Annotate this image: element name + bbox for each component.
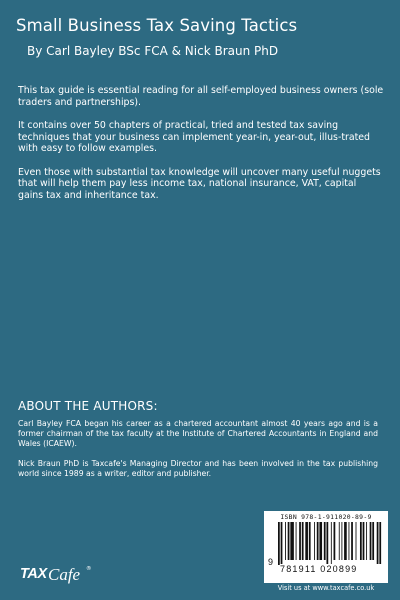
barcode-bar <box>334 522 336 560</box>
barcode-bar <box>324 522 326 560</box>
description-paragraph: Even those with substantial tax knowledge will uncover many useful nuggets that will help them pay less income tax, national insurance, VAT, capital gains tax and inheritance tax. <box>18 166 381 201</box>
about-authors-text <box>18 419 378 489</box>
barcode-icon <box>278 522 382 565</box>
logo-tax-text: TAX <box>20 566 47 582</box>
barcode-bar <box>370 522 372 560</box>
barcode-lead-digit: 9 <box>268 557 274 567</box>
book-description <box>18 85 384 213</box>
logo-cafe-text: Cafe <box>48 565 81 584</box>
about-authors-heading: ABOUT THE AUTHORS: <box>18 399 158 413</box>
description-paragraph: This tax guide is essential reading for all self-employed business owners (sole traders and partnerships). <box>18 85 384 108</box>
description-paragraph: It contains over 50 chapters of practical, tried and tested tax saving techniques that your business can implement year-in, year-out, illus-trated with easy to follow examples. <box>18 120 370 154</box>
barcode-bar <box>309 522 311 560</box>
barcode-bar <box>377 522 379 565</box>
barcode-bar <box>349 522 350 560</box>
barcode-bar <box>302 522 304 560</box>
barcode-bar <box>305 522 308 560</box>
barcode-bar <box>296 522 297 560</box>
barcode-bar <box>379 522 381 565</box>
taxcafe-logo <box>20 565 100 591</box>
registered-mark: ® <box>86 566 92 572</box>
barcode-bar <box>278 522 280 565</box>
author-bio: Nick Braun PhD is Taxcafe's Managing Director and has been involved in the tax publishing world since 1989 as a writer, editor and publisher. <box>18 459 378 478</box>
barcode-bar <box>319 522 322 560</box>
barcode-bar <box>360 522 362 560</box>
barcode-bar <box>372 522 374 560</box>
barcode-bar <box>344 522 347 560</box>
authors-byline: By Carl Bayley BSc FCA & Nick Braun PhD <box>27 44 279 58</box>
barcode-bar <box>363 522 365 560</box>
barcode-bar <box>290 522 294 560</box>
barcode-bar <box>314 522 315 560</box>
isbn-barcode-box <box>264 511 388 583</box>
isbn-text: ISBN 978-1-911020-89-9 <box>280 513 372 521</box>
barcode-bar <box>341 522 342 560</box>
barcode-bar <box>339 522 340 560</box>
barcode-digits: 781911 020899 <box>280 564 382 574</box>
barcode-bar <box>285 522 286 560</box>
barcode-bar <box>351 522 353 560</box>
barcode-bar <box>288 522 290 560</box>
author-bio: Carl Bayley FCA began his career as a chartered accountant almost 40 years ago and is a former chairman of the tax faculty at the Institute of Chartered Accountants in England and Wales (ICAEW). <box>18 419 378 448</box>
barcode-bar <box>326 522 328 565</box>
barcode-bar <box>356 522 357 560</box>
book-title: Small Business Tax Saving Tactics <box>16 16 298 35</box>
barcode-bar <box>366 522 367 560</box>
barcode-bar <box>299 522 301 560</box>
barcode-bar <box>331 522 332 565</box>
website-note: Visit us at www.taxcafe.co.uk <box>277 584 375 592</box>
barcode-bar <box>281 522 283 565</box>
barcode-bar <box>317 522 319 560</box>
